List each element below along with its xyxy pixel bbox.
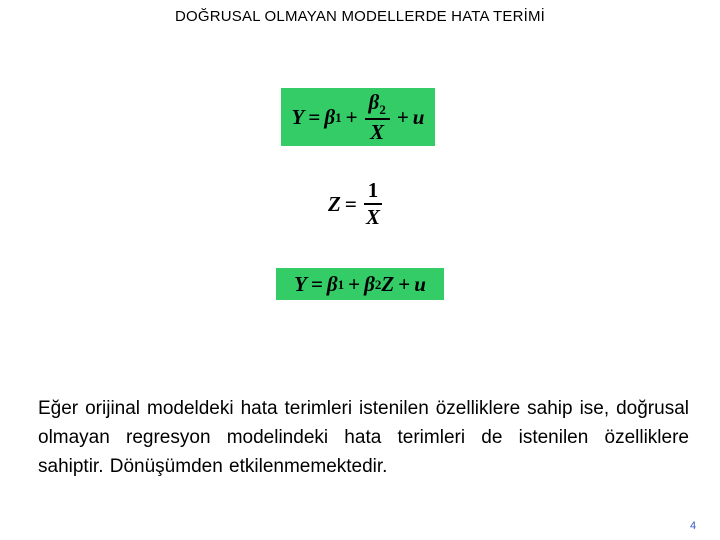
eq2-lhs: Z	[328, 191, 341, 216]
eq2-equals: =	[344, 191, 357, 216]
eq2-numerator: 1	[364, 180, 383, 205]
eq1-plus-2: +	[396, 104, 409, 129]
eq3-beta1: β	[326, 271, 338, 296]
slide-title: DOĞRUSAL OLMAYAN MODELLERDE HATA TERİMİ	[174, 8, 546, 25]
eq2-denominator: X	[366, 205, 381, 229]
page-number: 4	[690, 520, 697, 532]
eq3-beta1-sub: 1	[337, 276, 345, 292]
eq1-numerator	[365, 89, 390, 120]
eq3-plus: +	[348, 271, 361, 296]
eq3-beta2-sub: 2	[374, 276, 382, 292]
eq1-beta2: β	[368, 89, 380, 114]
equation-transformation	[328, 176, 398, 232]
body-paragraph: Eğer orijinal modeldeki hata terimleri istenilen özelliklere sahip ise, doğrusal olmayan regresyon modelindeki hata terimleri de istenilen özelliklere sahiptir. Dönüşümden etkilenmemektedir.	[38, 398, 689, 477]
eq1-plus: +	[345, 104, 358, 129]
eq3-lhs: Y	[294, 271, 307, 296]
eq3-beta2: β	[364, 271, 375, 296]
eq1-error: u	[412, 104, 425, 129]
eq1-beta1: β	[324, 104, 336, 129]
eq3-equals: =	[310, 271, 323, 296]
eq1-beta2-sub: 2	[379, 101, 386, 117]
eq2-fraction	[364, 180, 383, 228]
eq1-lhs: Y	[291, 104, 305, 129]
eq1-denominator: X	[370, 119, 385, 144]
eq1-equals: =	[308, 104, 321, 129]
eq3-error: u	[414, 271, 426, 296]
eq1-beta1-sub: 1	[335, 109, 342, 125]
eq1-fraction	[365, 89, 390, 144]
eq3-z: Z	[381, 271, 395, 296]
eq3-plus-2: +	[398, 271, 411, 296]
equation-linear-model	[276, 268, 444, 300]
equation-original-model	[281, 88, 435, 146]
